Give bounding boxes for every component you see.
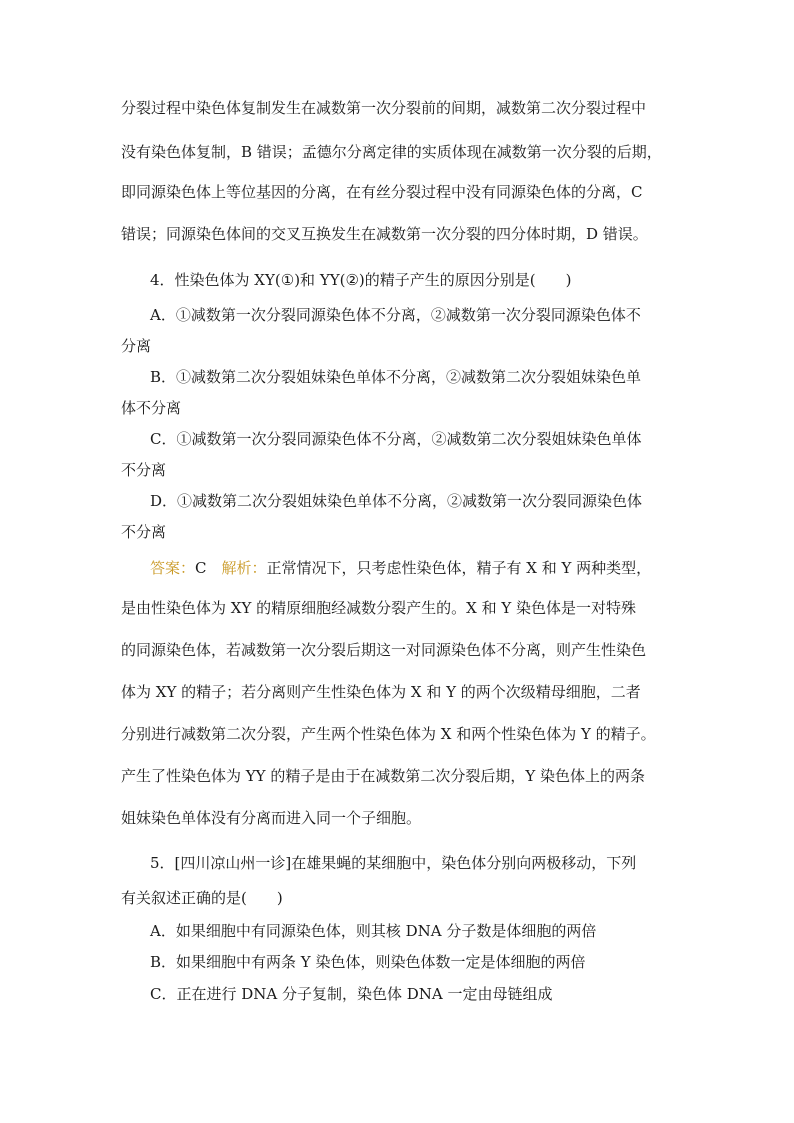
question-4-answer-line <box>150 558 651 578</box>
question-4-option-d-cont: 不分离 <box>121 523 167 541</box>
question-5-option-a: A．如果细胞中有同源染色体，则其核 DNA 分子数是体细胞的两倍 <box>150 922 597 940</box>
analysis-text: 正常情况下，只考虑性染色体，精子有 X 和 Y 两种类型， <box>266 559 652 577</box>
analysis-line: 是由性染色体为 XY 的精原细胞经减数分裂产生的。X 和 Y 染色体是一对特殊 <box>121 599 637 617</box>
analysis-line: 的同源染色体，若减数第一次分裂后期这一对同源染色体不分离，则产生性染色 <box>121 641 647 659</box>
answer-value: C <box>195 559 207 577</box>
question-5-option-c: C．正在进行 DNA 分子复制，染色体 DNA 一定由母链组成 <box>150 985 553 1003</box>
question-4-option-b: B．①减数第二次分裂姐妹染色单体不分离，②减数第二次分裂姐妹染色单 <box>150 368 642 386</box>
question-4-option-a-cont: 分离 <box>121 337 152 355</box>
explanation-line: 即同源染色体上等位基因的分离，在有丝分裂过程中没有同源染色体的分离，C <box>121 183 643 201</box>
analysis-line: 产生了性染色体为 YY 的精子是由于在减数第二次分裂后期，Y 染色体上的两条 <box>121 767 646 785</box>
explanation-line: 错误；同源染色体间的交叉互换发生在减数第一次分裂的四分体时期，D 错误。 <box>121 225 648 243</box>
analysis-line: 姐妹染色单体没有分离而进入同一个子细胞。 <box>121 809 422 827</box>
question-5-stem-cont: 有关叙述正确的是( ) <box>121 889 283 907</box>
answer-label: 答案： <box>150 559 196 577</box>
explanation-line: 分裂过程中染色体复制发生在减数第一次分裂前的间期，减数第二次分裂过程中 <box>121 99 647 117</box>
analysis-label: 解析： <box>221 559 267 577</box>
question-4-option-a: A．①减数第一次分裂同源染色体不分离，②减数第一次分裂同源染色体不 <box>150 306 641 324</box>
question-4-option-c: C．①减数第一次分裂同源染色体不分离，②减数第二次分裂姐妹染色单体 <box>150 430 642 448</box>
explanation-line: 没有染色体复制，B 错误；孟德尔分离定律的实质体现在减数第一次分裂的后期， <box>121 143 662 161</box>
question-4-option-b-cont: 体不分离 <box>121 399 182 417</box>
analysis-line: 分别进行减数第二次分裂，产生两个性染色体为 X 和两个性染色体为 Y 的精子。 <box>121 725 656 743</box>
question-4-option-d: D．①减数第二次分裂姐妹染色单体不分离，②减数第一次分裂同源染色体 <box>150 492 643 510</box>
analysis-line: 体为 XY 的精子；若分离则产生性染色体为 X 和 Y 的两个次级精母细胞，二者 <box>121 683 641 701</box>
question-4-stem: 4．性染色体为 XY(①)和 YY(②)的精子产生的原因分别是( ) <box>150 271 572 289</box>
question-5-option-b: B．如果细胞中有两条 Y 染色体，则染色体数一定是体细胞的两倍 <box>150 953 586 971</box>
question-4-option-c-cont: 不分离 <box>121 461 167 479</box>
question-5-stem: 5．[四川凉山州一诊]在雄果蝇的某细胞中，染色体分别向两极移动，下列 <box>150 854 637 872</box>
